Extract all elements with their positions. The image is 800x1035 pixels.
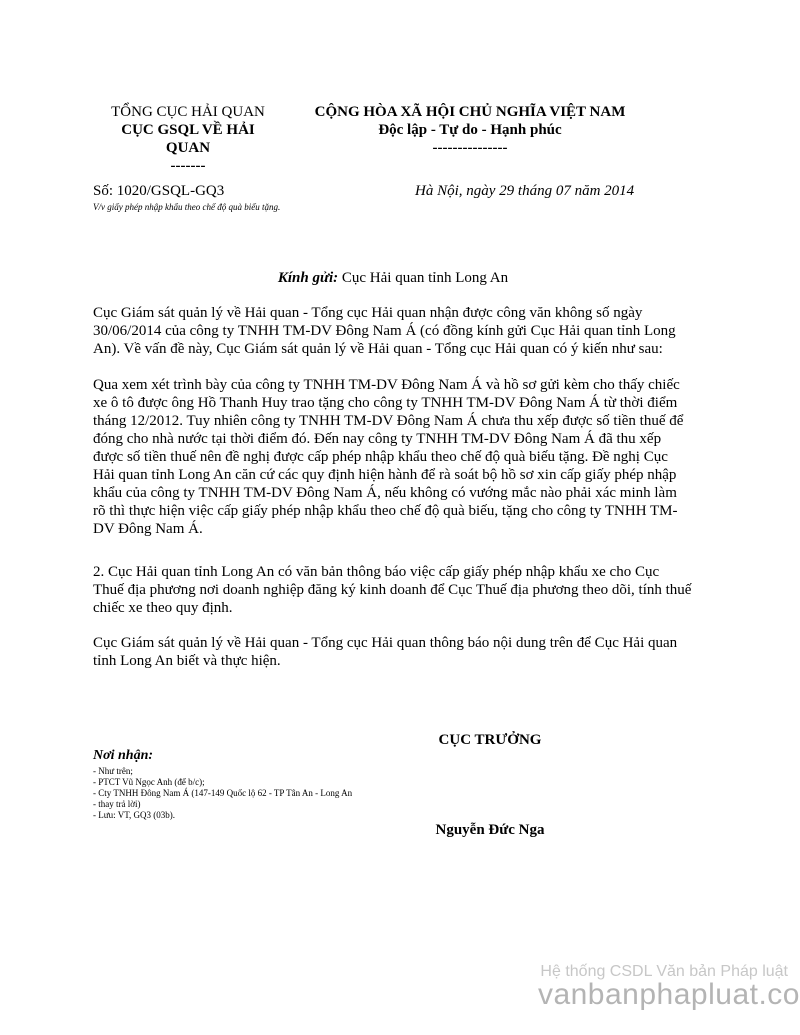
- addressee-line: [93, 270, 693, 287]
- recipient-item: - PTCT Vũ Ngọc Anh (để b/c);: [93, 777, 205, 787]
- addressee-name: Cục Hải quan tỉnh Long An: [341, 270, 509, 286]
- addressee-label: Kính gửi:: [277, 270, 339, 286]
- recipient-item: - Cty TNHH Đông Nam Á (147-149 Quốc lộ 62 - TP Tân An - Long An - thay trả lời): [93, 788, 353, 809]
- national-separator: ---------------: [432, 140, 508, 156]
- agency-parent: TỔNG CỤC HẢI QUAN: [111, 104, 265, 120]
- document-subject: V/v giấy phép nhập khẩu theo chế độ quà biếu tặng.: [93, 202, 281, 212]
- document-date: Hà Nội, ngày 29 tháng 07 năm 2014: [415, 183, 635, 199]
- issuing-agency-block: [88, 103, 288, 175]
- recipients-title: Nơi nhận:: [93, 748, 154, 763]
- recipient-item: - Lưu: VT, GQ3 (03b).: [93, 810, 176, 820]
- national-header-block: [290, 103, 650, 157]
- national-title: CỘNG HÒA XÃ HỘI CHỦ NGHĨA VIỆT NAM: [314, 104, 626, 120]
- agency-separator: -------: [170, 158, 206, 174]
- national-motto: Độc lập - Tự do - Hạnh phúc: [378, 122, 562, 138]
- watermark-site: vanbanphapluat.co: [537, 978, 800, 1011]
- body-paragraph-4: Cục Giám sát quản lý về Hải quan - Tổng cục Hải quan thông báo nội dung trên để Cục Hải quan tỉnh Long An biết và thực hiện.: [93, 635, 678, 669]
- signer-name: Nguyễn Đức Nga: [435, 822, 545, 838]
- recipients-block: [93, 748, 353, 821]
- body-paragraph-3: 2. Cục Hải quan tỉnh Long An có văn bản thông báo việc cấp giấy phép nhập khẩu xe cho Cục Thuế địa phương nơi doanh nghiệp đăng ký kinh doanh để Cục Thuế địa phương theo dõi, tính thuế chiếc xe theo quy định.: [93, 564, 692, 616]
- agency-name-line2: QUAN: [165, 140, 211, 156]
- watermark-caption: Hệ thống CSDL Văn bản Pháp luật: [540, 963, 788, 980]
- body-paragraph-1: Cục Giám sát quản lý về Hải quan - Tổng cục Hải quan nhận được công văn không số ngày 30/06/2014 của công ty TNHH TM-DV Đông Nam Á (có đồng kính gửi Cục Hải quan tỉnh Long An). Về vấn đề này, Cục Giám sát quản lý về Hải quan - Tổng cục Hải quan có ý kiến như sau:: [93, 305, 676, 357]
- body-paragraph-2: Qua xem xét trình bày của công ty TNHH TM-DV Đông Nam Á và hồ sơ gửi kèm cho thấy chiếc xe ô tô được ông Hồ Thanh Huy trao tặng cho công ty TNHH TM-DV Đông Nam Á từ thời điểm tháng 12/2012. Tuy nhiên công ty TNHH TM-DV Đông Nam Á chưa thu xếp được số tiền thuế để đóng cho nhà nước tại thời điểm đó. Đến nay công ty TNHH TM-DV Đông Nam Á đã thu xếp được số tiền thuế nên đề nghị được cấp phép nhập khẩu theo chế độ quà biếu tặng. Đề nghị Cục Hải quan tỉnh Long An căn cứ các quy định hiện hành để rà soát bộ hồ sơ xin cấp giấy phép nhập khẩu của công ty TNHH TM-DV Đông Nam Á, nếu không có vướng mắc nào phải xác minh làm rõ thì thực hiện việc cấp giấy phép nhập khẩu theo chế độ quà biếu, tặng cho công ty TNHH TM-DV Đông Nam Á.: [93, 377, 684, 537]
- document-number: Số: 1020/GSQL-GQ3: [93, 183, 225, 199]
- signer-title: CỤC TRƯỞNG: [438, 732, 542, 748]
- recipient-item: - Như trên;: [93, 766, 133, 776]
- agency-name-line1: CỤC GSQL VỀ HẢI: [121, 122, 255, 138]
